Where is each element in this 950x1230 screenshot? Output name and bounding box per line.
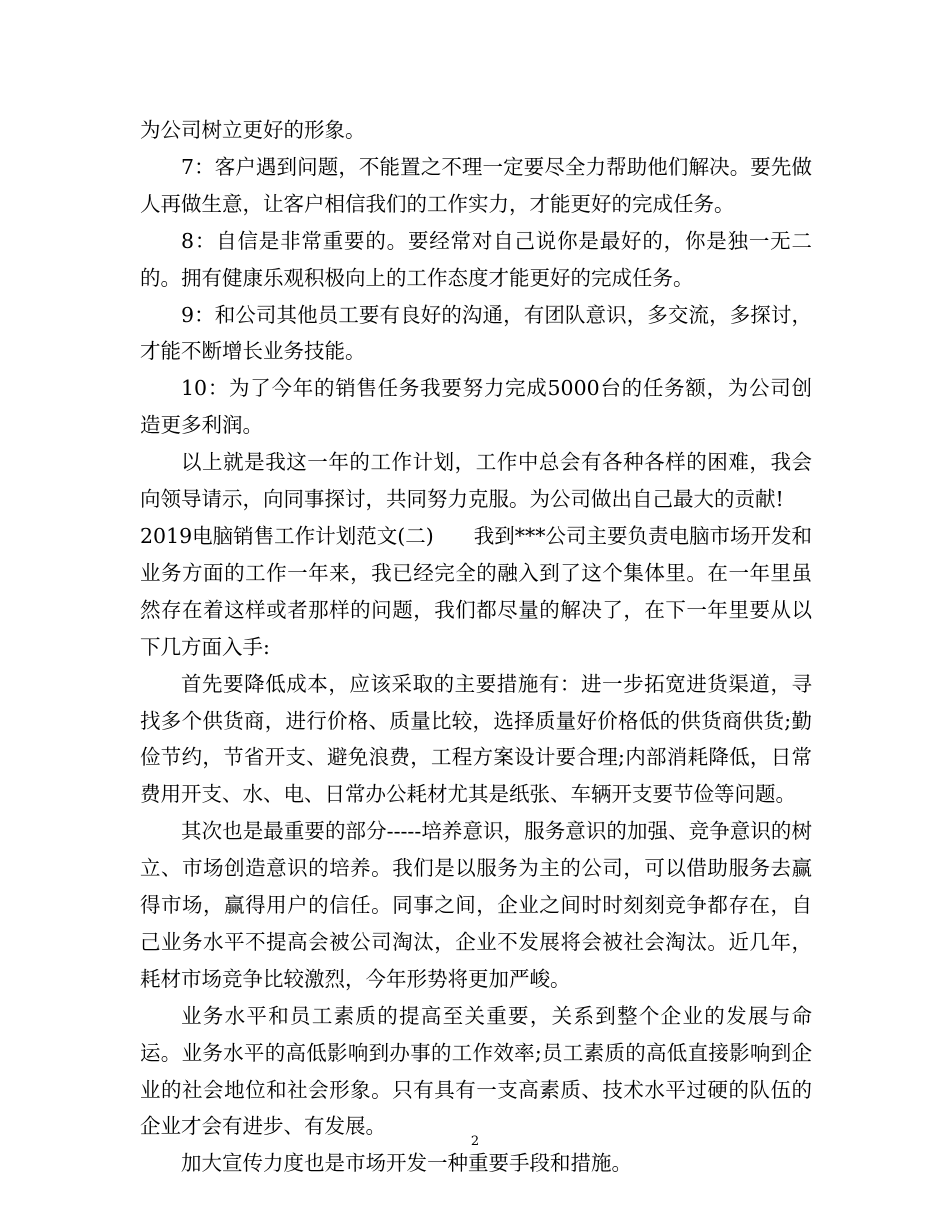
section-intro-text: 我到***公司主要负责电脑市场开发和业务方面的工作一年来，我已经完全的融入到了这个集体里。在一年里虽然存在着这样或者那样的问题，我们都尽量的解决了，在下一年里要从以下几方面入手:	[140, 523, 812, 659]
paragraph-awareness: 其次也是最重要的部分-----培养意识，服务意识的加强、竞争意识的树立、市场创造意识的培养。我们是以服务为主的公司，可以借助服务去赢得市场，赢得用户的信任。同事之间，企业之间时时刻刻竞争都存在，自己业务水平不提高会被公司淘汰，企业不发展将会被社会淘汰。近几年，耗材市场竞争比较激烈，今年形势将更加严峻。	[140, 819, 812, 991]
paragraph-promotion: 加大宣传力度也是市场开发一种重要手段和措施。	[181, 1151, 632, 1176]
paragraph-item-10: 10：为了今年的销售任务我要努力完成5000台的任务额，为公司创造更多利润。	[140, 376, 812, 438]
paragraph-cost-reduction: 首先要降低成本，应该采取的主要措施有：进一步拓宽进货渠道，寻找多个供货商，进行价格、质量比较，选择质量好价格低的供货商供货;勤俭节约，节省开支、避免浪费，工程方案设计要合理;内部消耗降低，日常费用开支、水、电、日常办公耗材尤其是纸张、车辆开支要节俭等问题。	[140, 671, 812, 807]
page-number: 2	[470, 1134, 480, 1149]
paragraph-item-8: 8：自信是非常重要的。要经常对自己说你是最好的，你是独一无二的。拥有健康乐观积极向上的工作态度才能更好的完成任务。	[140, 228, 812, 290]
document-page	[140, 112, 812, 1182]
section-paragraph	[140, 518, 812, 666]
paragraph-item-9: 9：和公司其他员工要有良好的沟通，有团队意识，多交流，多探讨，才能不断增长业务技能。	[140, 302, 812, 364]
paragraph-continuation: 为公司树立更好的形象。	[140, 118, 366, 142]
paragraph-item-7: 7：客户遇到问题，不能置之不理一定要尽全力帮助他们解决。要先做人再做生意，让客户相信我们的工作实力，才能更好的完成任务。	[140, 154, 812, 216]
paragraph-conclusion: 以上就是我这一年的工作计划，工作中总会有各种各样的困难，我会向领导请示，向同事探讨，共同努力克服。为公司做出自己最大的贡献!	[140, 450, 812, 512]
section-heading: 2019电脑销售工作计划范文(二)	[140, 523, 434, 548]
paragraph-staff-quality: 业务水平和员工素质的提高至关重要，关系到整个企业的发展与命运。业务水平的高低影响到办事的工作效率;员工素质的高低直接影响到企业的社会地位和社会形象。只有具有一支高素质、技术水平过硬的队伍的企业才会有进步、有发展。	[140, 1003, 812, 1139]
